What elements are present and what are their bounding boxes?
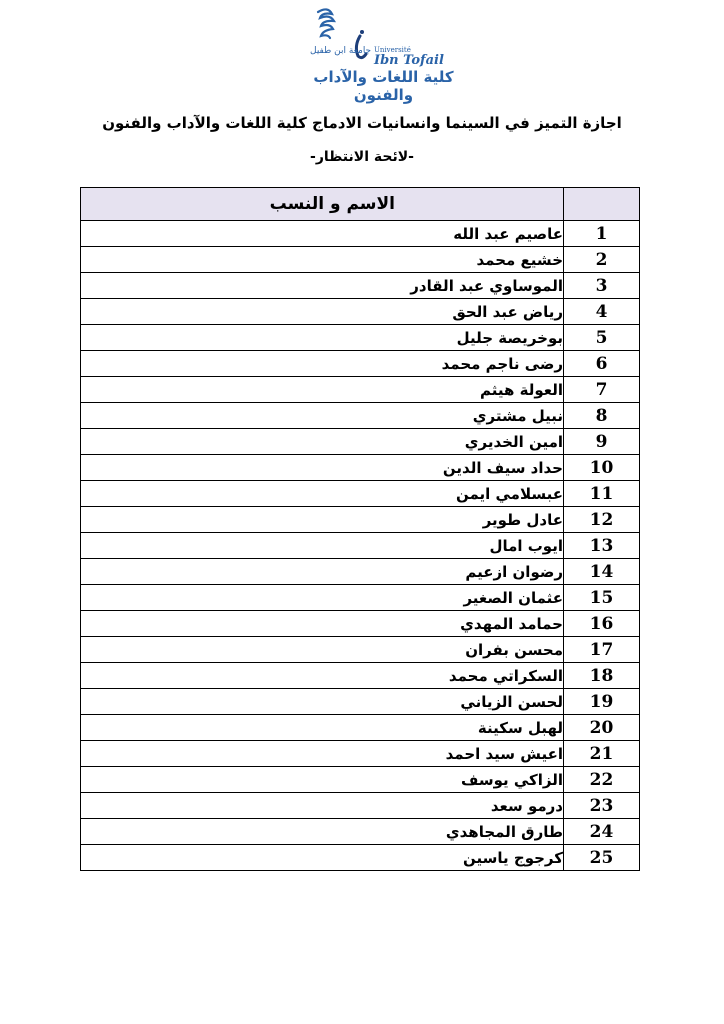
table-row [81, 715, 640, 741]
table-row [81, 299, 640, 325]
row-number: 8 [564, 403, 640, 429]
table-row [81, 689, 640, 715]
row-name: اعيش سيد احمد [81, 741, 564, 767]
row-name: عبسلامي ايمن [81, 481, 564, 507]
row-number: 4 [564, 299, 640, 325]
table-row [81, 741, 640, 767]
row-name: امين الخديري [81, 429, 564, 455]
row-name: نبيل مشتري [81, 403, 564, 429]
table-row [81, 247, 640, 273]
waiting-list-table [80, 187, 640, 871]
table-row [81, 845, 640, 871]
document-subtitle: -لائحة الانتظار- [310, 149, 414, 165]
table-row [81, 273, 640, 299]
row-number: 12 [564, 507, 640, 533]
row-name: الموساوي عبد القادر [81, 273, 564, 299]
table-row [81, 351, 640, 377]
table-row [81, 507, 640, 533]
row-number: 22 [564, 767, 640, 793]
row-number: 3 [564, 273, 640, 299]
row-name: حداد سيف الدين [81, 455, 564, 481]
row-name: عثمان الصغير [81, 585, 564, 611]
row-number: 6 [564, 351, 640, 377]
row-number: 15 [564, 585, 640, 611]
row-name: محسن بفران [81, 637, 564, 663]
row-number: 1 [564, 221, 640, 247]
row-number: 23 [564, 793, 640, 819]
table-row [81, 663, 640, 689]
university-name: Ibn Tofail [374, 53, 444, 68]
university-name-latin [374, 46, 444, 68]
university-label: Université [374, 46, 411, 54]
row-name: السكراتي محمد [81, 663, 564, 689]
row-number: 14 [564, 559, 640, 585]
row-name: عادل طوير [81, 507, 564, 533]
row-name: رياض عبد الحق [81, 299, 564, 325]
row-number: 5 [564, 325, 640, 351]
header-number-cell [564, 188, 640, 221]
table-row [81, 819, 640, 845]
table-row [81, 481, 640, 507]
table-row [81, 585, 640, 611]
row-name: خشيع محمد [81, 247, 564, 273]
row-name: بوخريصة جليل [81, 325, 564, 351]
row-name: لحسن الزياني [81, 689, 564, 715]
row-number: 21 [564, 741, 640, 767]
table-row [81, 403, 640, 429]
row-number: 13 [564, 533, 640, 559]
row-number: 10 [564, 455, 640, 481]
table-row [81, 533, 640, 559]
table-row [81, 455, 640, 481]
table-row [81, 793, 640, 819]
table-row [81, 429, 640, 455]
row-name: لهبل سكينة [81, 715, 564, 741]
table-row [81, 221, 640, 247]
row-number: 7 [564, 377, 640, 403]
row-number: 18 [564, 663, 640, 689]
row-number: 24 [564, 819, 640, 845]
table-row [81, 637, 640, 663]
row-name: عاصيم عبد الله [81, 221, 564, 247]
row-name: ايوب امال [81, 533, 564, 559]
table-header-row [81, 188, 640, 221]
table-row [81, 611, 640, 637]
row-name: درمو سعد [81, 793, 564, 819]
row-number: 25 [564, 845, 640, 871]
row-name: العولة هيثم [81, 377, 564, 403]
row-name: طارق المجاهدي [81, 819, 564, 845]
row-number: 20 [564, 715, 640, 741]
row-number: 2 [564, 247, 640, 273]
row-number: 11 [564, 481, 640, 507]
row-number: 16 [564, 611, 640, 637]
table-row [81, 325, 640, 351]
table-row [81, 559, 640, 585]
university-logo [296, 6, 496, 104]
row-name: حمامد المهدي [81, 611, 564, 637]
university-name-arabic: جامعة ابن طفيل [310, 46, 372, 56]
row-name: رضوان ازعيم [81, 559, 564, 585]
faculty-name: كلية اللغات والآداب والفنون [313, 68, 454, 104]
row-number: 19 [564, 689, 640, 715]
row-number: 9 [564, 429, 640, 455]
header-name-cell: الاسم و النسب [81, 188, 564, 221]
row-number: 17 [564, 637, 640, 663]
row-name: رضى ناجم محمد [81, 351, 564, 377]
row-name: كرجوج ياسين [81, 845, 564, 871]
document-title: اجازة التميز في السينما وانسانيات الادماج كلية اللغات والآداب والفنون [102, 114, 622, 132]
table-row [81, 377, 640, 403]
table-row [81, 767, 640, 793]
row-name: الزاكي يوسف [81, 767, 564, 793]
